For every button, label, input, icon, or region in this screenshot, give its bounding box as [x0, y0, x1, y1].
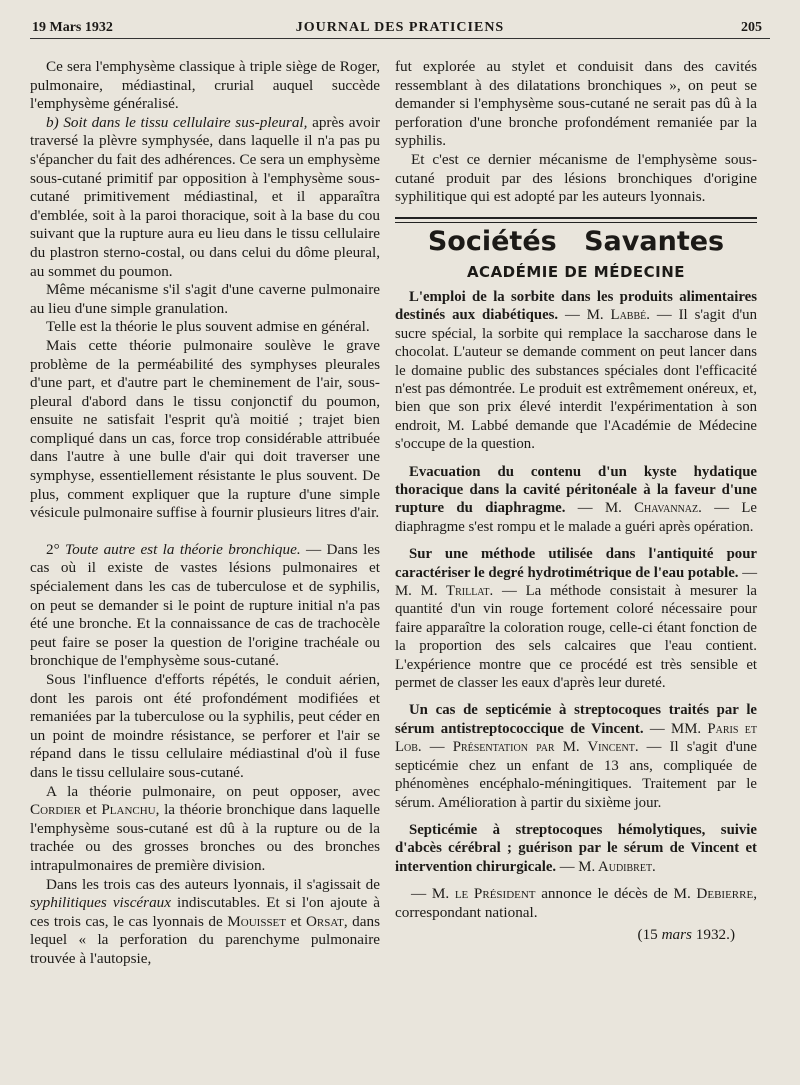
paragraph-text: — Dans les cas où il existe de vastes lésions pulmonaires et spécialement dans les cas de tuberculose et de syphilis, on peut se demander si le point de rupture initial n'a pas été une bronche. Et la connaissance de cas de trachocèle peut faire se poser la question de l'origine trachéale ou bronchique de l'emphysème sous-cutané. [30, 540, 380, 670]
divider [395, 217, 757, 219]
item-label: 2° [46, 540, 66, 558]
entry-author: M. Labbé. [586, 307, 650, 324]
paragraph-text: après avoir traversé la plèvre symphysée, dans laquelle il n'a pas pu s'épancher du fait des adhérences. Ce sera un emphysème sous-cutané primitif par opposition à l'emphysème sous-cutané primitivement médiastinal, et il apparaîtra d'emblée, soit à la paroi thoracique, soit à la base du cou suivant que la rupture aura eu lieu dans le tissu cellulaire du plastron sterno-costal, ou dans celui du dôme pleural, au sommet du poumon. [30, 113, 380, 280]
paragraph-text: et [286, 912, 306, 930]
note-text: annonce le décès de [535, 885, 674, 903]
communication-entry [395, 288, 757, 454]
entry-paragraph: Septicémie à streptocoques hémolytiques, suivie d'abcès cérébral ; guérison par le sérum de Vincent et intervention chirurgicale. — M. Audibret. [395, 821, 757, 875]
header-page-number: 205 [741, 20, 762, 35]
paragraph: Même mécanisme s'il s'agit d'une caverne pulmonaire au lieu d'une simple granulation. [30, 281, 380, 317]
left-column [30, 58, 380, 969]
author-name: Cordier [30, 801, 82, 819]
date-text: (15 [637, 926, 662, 944]
spacer [30, 523, 380, 541]
session-date [395, 926, 757, 945]
closing-note [395, 885, 757, 922]
subsection-title: ACADÉMIE DE MÉDECINE [466, 263, 686, 282]
paragraph [30, 876, 380, 969]
paragraph: fut explorée au stylet et conduisit dans des cavités ressemblant à des dilatations bronchiques », on peut se demander si l'emphysème sous-cutané ne serait pas dû à la perforation d'une bronche profondément remaniée par la syphilis. [395, 58, 757, 150]
paragraph [30, 541, 380, 671]
entry-author: M. M. Trillat. [395, 583, 494, 600]
entry-paragraph: L'emploi de la sorbite dans les produits alimentaires destinés aux diabétiques. — M. Labbé. — Il s'agit d'un sucre spécial, la sorbite qui remplace la saccharose dans le chocolat. L'auteur se demande comment on peut lancer dans le domaine public des substances spéciales dont l'efficacité n'est pas démontrée. Le produit est extrêmement onéreux, et, bien que son prix élevé interdit l'expérimentation à son endroit, M. Labbé demande que l'Académie de Médecine s'occupe de la question. [395, 288, 757, 453]
entry-title: L'emploi de la sorbite dans les produits alimentaires destinés aux diabétiques. [395, 288, 757, 324]
paragraph [30, 783, 380, 876]
header-journal: JOURNAL DES PRATICIENS [295, 20, 505, 35]
paragraph-text: indiscutables. Et si l'on ajoute à ces trois cas, le cas lyonnais de [30, 894, 380, 930]
entry-paragraph: Un cas de septicémie à streptocoques traités par le sérum antistreptococcique de Vincent. — MM. Paris et Lob. — Présentation par M. Vincent. — Il s'agit d'une septicémie chez un enfant de 13 ans, compliquée de phénomènes encéphalo-méningitiques. Traitement par le sérum. Amélioration à partir du sixième jour. [395, 702, 757, 811]
author-name: Orsat [305, 912, 344, 930]
entry-title: Evacuation du contenu d'un kyste hydatique thoracique dans la cavité péritonéale à la faveur d'une rupture du diaphragme. [395, 463, 757, 517]
entry-text: Il s'agit d'une septicémie chez un enfant de 13 ans, compliquée de phénomènes encéphalo-méningitiques. Traitement par le sérum. Amélioration à partir du sixième jour. [395, 739, 757, 811]
emphasis: syphilitiques viscéraux [30, 894, 172, 912]
entry-author: M. Audibret. [578, 858, 656, 875]
communication-entry [395, 821, 757, 876]
paragraph: Sous l'influence d'efforts répétés, le conduit aérien, dont les parois ont été profondément modifiées et remaniées par la tuberculose ou la syphilis, peut céder en un point de moindre résistance, se perforer et l'air se répand dans le tissu cellulaire médiastinal d'où il fuse dans le tissu cellulaire sous-cutané. [30, 671, 380, 781]
communication-entry [395, 545, 757, 692]
paragraph-text: , la théorie bronchique dans laquelle l'emphysème sous-cutané est dû à la rupture ou de la trachée ou des grosses bronches ou des bronches intrapulmonaires de première division. [30, 801, 381, 874]
section-title: Sociétés Savantes [427, 225, 725, 257]
emphasis: Toute autre est la théorie bronchique. [65, 540, 301, 558]
note-text: — M. [411, 885, 455, 903]
paragraph: Mais cette théorie pulmonaire soulève le grave problème de la perméabilité des symphyses pleurales d'une part, et d'autre part le cheminement de l'air, sous-pleural d'abord dans le tissu conjonctif du poumon, ensuite ne satisfait l'esprit qu'à moitié ; trajet bien compliqué dans un cas, force trop considérable attribuée dans l'autre à une bulle d'air qui doit traverser une symphyse, essentiellement résistante le plus souvent. De plus, comment expliquer que la rupture d'une simple vésicule pulmonaire suffise à fournir plusieurs litres d'air. [30, 336, 380, 522]
entry-text: Il s'agit d'un sucre spécial, la sorbite qui remplace la saccharose dans le chocolat. L'auteur se demande comment on peut lancer dans le domaine public des substances spéciales dont l'efficacité n'est pas démontrée. Le produit est extrêmement onéreux, et, bien que son prix élevé interdit l'expérimentation à son endroit, M. Labbé demande que l'Académie de Médecine s'occupe de la question. [395, 307, 757, 453]
paragraph-text: A la théorie pulmonaire, on peut opposer, avec [46, 782, 380, 800]
deceased-name: M. Debierre [673, 885, 754, 903]
date-text: 1932.) [691, 926, 735, 944]
entry-author: M. Chavannaz. [604, 500, 702, 517]
president-label: le Président [454, 885, 536, 903]
entry-title: Septicémie à streptocoques hémolytiques, suivie d'abcès cérébral ; guérison par le sérum de Vincent et intervention chirurgicale. [395, 821, 757, 875]
author-name: Planchu [101, 801, 156, 819]
entry-author: MM. Paris et Lob. — Présentation par M. Vincent. [395, 720, 757, 756]
right-column [395, 58, 757, 945]
communication-entry [395, 701, 757, 811]
running-header [30, 18, 770, 39]
author-name: Mouisset [227, 912, 286, 930]
entry-text: La méthode consistait à mesurer la quantité d'un vin rouge fortement coloré nécessaire pour faire apparaître la coloration rouge, celle-ci étant fonction de la proportion des sels calcaires que l'eau contient. L'expérience montre que ce procédé est très sensible et permet de classer les eaux d'après leur dureté. [395, 583, 757, 692]
paragraph-text: Dans les trois cas des auteurs lyonnais, il s'agissait de [46, 875, 380, 893]
entry-paragraph: Sur une méthode utilisée dans l'antiquité pour caractériser le degré hydrotimétrique de l'eau potable. — M. M. Trillat. — La méthode consistait à mesurer la quantité d'un vin rouge fortement coloré nécessaire pour faire apparaître la coloration rouge, celle-ci étant fonction de la proportion des sels calcaires que l'eau contient. L'expérience montre que ce procédé est très sensible et permet de classer les eaux d'après leur dureté. [395, 546, 757, 692]
paragraph-text: , dans lequel « la perforation du parenchyme pulmonaire trouvée à l'autopsie, [30, 912, 380, 967]
paragraph: Ce sera l'emphysème classique à triple siège de Roger, pulmonaire, médiastinal, crurial auquel succède l'emphysème généralisé. [30, 58, 380, 113]
entry-title: Sur une méthode utilisée dans l'antiquité pour caractériser le degré hydrotimétrique de l'eau potable. [395, 546, 757, 581]
paragraph: Telle est la théorie le plus souvent admise en général. [46, 318, 370, 336]
entry-text: Le diaphragme s'est rompu et le malade a guéri après opération. [395, 500, 757, 535]
divider [395, 222, 757, 223]
entry-title: Un cas de septicémie à streptocoques traités par le sérum antistreptococcique de Vincent. [395, 702, 757, 737]
communication-entry [395, 463, 757, 537]
paragraph-text: et [81, 801, 102, 819]
date-month: mars [661, 926, 692, 944]
item-label: b) [46, 113, 59, 131]
entry-paragraph: Evacuation du contenu d'un kyste hydatique thoracique dans la cavité péritonéale à la faveur d'une rupture du diaphragme. — M. Chavannaz. — Le diaphragme s'est rompu et le malade a guéri après opération. [395, 463, 757, 535]
paragraph: Et c'est ce dernier mécanisme de l'emphysème sous-cutané produit par des lésions bronchiques d'origine syphilitique qui est adopté par les auteurs lyonnais. [395, 150, 757, 206]
note-text: , correspondant national. [395, 885, 757, 921]
header-date: 19 Mars 1932 [32, 20, 113, 35]
emphasis: Soit dans le tissu cellulaire sus-pleural, [63, 113, 308, 131]
paragraph [30, 114, 380, 281]
